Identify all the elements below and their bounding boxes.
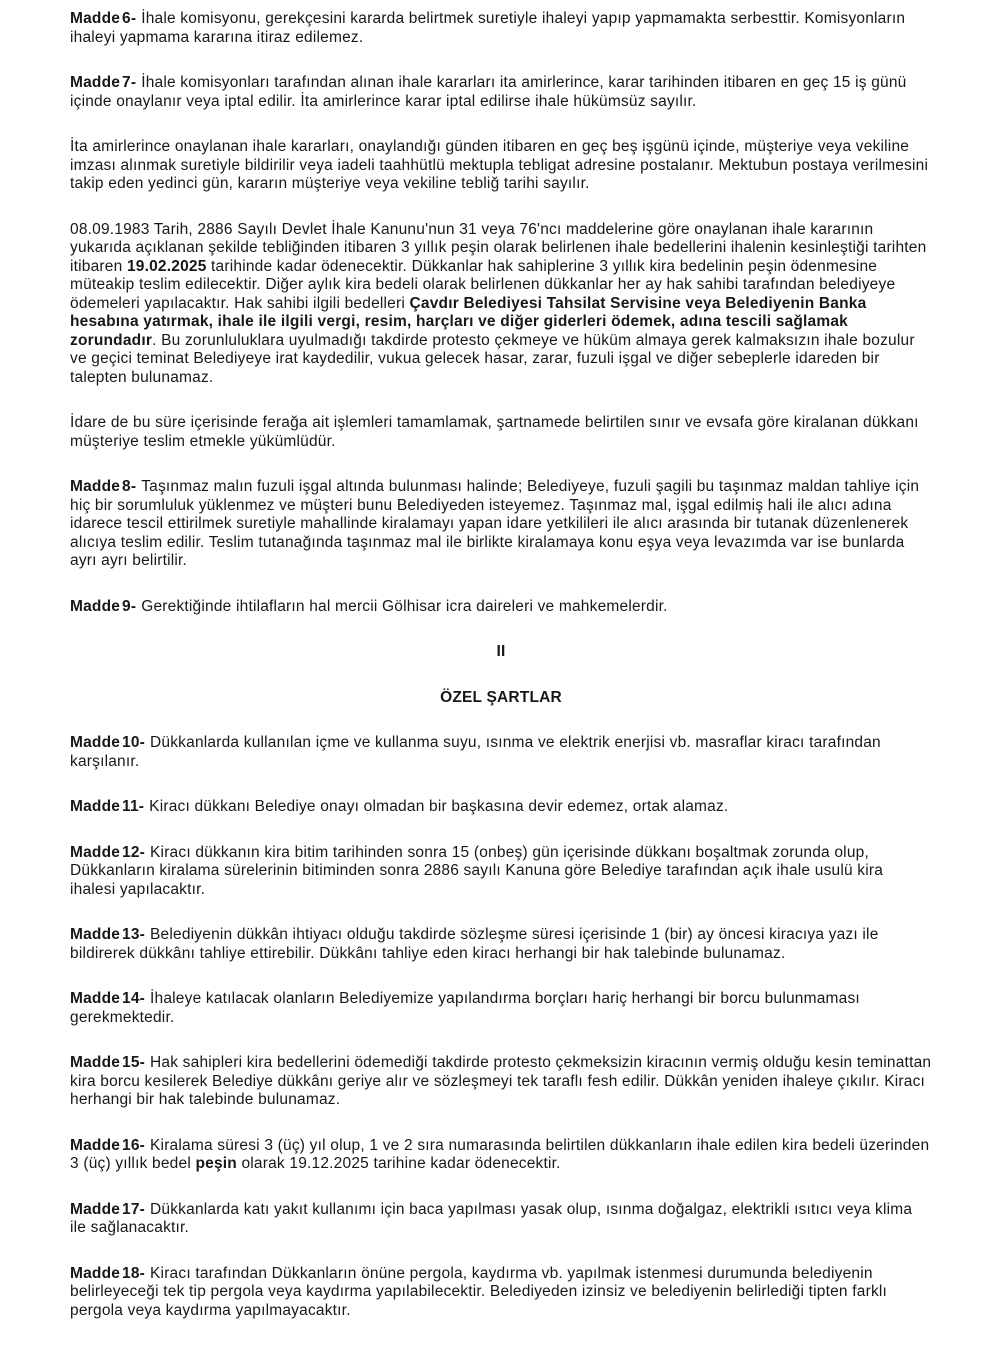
text-run: İdare de bu süre içerisinde ferağa ait işlemleri tamamlamak, şartnamede belirtilen sınır ve evsafa göre kiralanan dükkanı müşteriye teslim etmekle yükümlüdür. xyxy=(70,414,919,450)
article-number: 8- xyxy=(122,478,137,495)
text-run: Dükkanlarda kullanılan içme ve kullanma suyu, ısınma ve elektrik enerjisi vb. masraflar kiracı tarafından karşılanır. xyxy=(70,734,881,770)
article-label: Madde xyxy=(70,843,121,861)
article-paragraph xyxy=(70,1201,932,1238)
article-label: Madde xyxy=(70,734,121,751)
text-run: Kiralama süresi 3 (üç) yıl olup, 1 ve 2 sıra numarasında belirtilen dükkanların ihale edilen kira bedeli üzerinden 3 (üç) yıllık bedel xyxy=(70,1136,930,1172)
article-paragraph xyxy=(70,734,932,771)
article-number: 7- xyxy=(122,74,137,91)
text-run: tarihinde kadar ödenecektir. Dükkanlar hak sahiplerine 3 yıllık kira bedelinin peşin ödenmesine müteakip teslim edilecektir. Diğer aylık kira bedeli olarak belirlenen dükkanlar her ay hak sahibi tarafından belediyeye ödemeleri yapılacaktır. Hak sahibi ilgili bedelleri xyxy=(70,257,896,312)
article-label: Madde xyxy=(70,478,121,495)
article-paragraph xyxy=(70,844,932,900)
article-label: Madde xyxy=(70,990,121,1007)
article-paragraph xyxy=(70,990,932,1027)
article-label: Madde xyxy=(70,1054,121,1071)
bold-text-run: Çavdır Belediyesi Tahsilat Servisine veya Belediyenin Banka hesabına yatırmak, ihale ile ilgili vergi, resim, harçları ve diğer giderleri ödemek, adına tescili sağlamak zorundadır xyxy=(70,294,867,349)
bold-text-run: II xyxy=(496,643,506,660)
body-paragraph xyxy=(70,221,932,388)
article-paragraph xyxy=(70,10,932,47)
text-run: İhale komisyonları tarafından alınan ihale kararları ita amirlerince, karar tarihinden itibaren en geç 15 iş günü içinde onaylanır veya iptal edilir. İta amirlerince karar iptal edilirse ihale hükümsüz sayılır. xyxy=(70,74,907,110)
article-number: 17- xyxy=(122,1200,146,1218)
article-number: 14- xyxy=(122,990,146,1007)
section-heading xyxy=(70,689,932,708)
article-label: Madde xyxy=(70,597,121,615)
article-paragraph xyxy=(70,798,932,817)
text-run: İhaleye katılacak olanların Belediyemize yapılandırma borçları hariç herhangi bir borcu bulunmaması gerekmektedir. xyxy=(70,990,860,1026)
text-run: 08.09.1983 Tarih, 2886 Sayılı Devlet İhale Kanunu'nun 31 veya 76'ncı maddelerine göre onaylanan ihale kararının yukarıda açıklanan şekilde tebliğinden itibaren 3 yıllık peşin olarak belirlenen ihale bedellerini ihalenin kesinleştiği tarihten itibaren xyxy=(70,220,927,275)
article-paragraph xyxy=(70,1054,932,1110)
body-paragraph xyxy=(70,414,932,451)
text-run: Hak sahipleri kira bedellerini ödemediği takdirde protesto çekmeksizin kiracının vermiş olduğu kesin teminattan kira borcu kesilerek Belediye dükkânı geriye alır ve sözleşmeyi tek taraflı fesh edilir. Dükkân yeniden ihaleye çıkılır. Kiracı herhangi bir hak talebinde bulunamaz. xyxy=(70,1054,932,1108)
article-label: Madde xyxy=(70,1264,121,1282)
text-run: Gerektiğinde ihtilafların hal mercii Gölhisar icra daireleri ve mahkemelerdir. xyxy=(141,597,668,615)
text-run: Dükkanlarda katı yakıt kullanımı için baca yapılması yasak olup, ısınma doğalgaz, elektrikli ısıtıcı veya klima ile sağlanacaktır. xyxy=(70,1200,913,1236)
article-label: Madde xyxy=(70,926,121,943)
article-number: 18- xyxy=(122,1264,146,1282)
text-run: olarak 19.12.2025 tarihine kadar ödenecektir. xyxy=(236,1155,561,1172)
article-label: Madde xyxy=(70,1200,121,1218)
text-run: İhale komisyonu, gerekçesini kararda belirtmek suretiyle ihaleyi yapıp yapmamakta serbesttir. Komisyonların ihaleyi yapmama kararına itiraz edilemez. xyxy=(70,10,906,46)
article-number: 11- xyxy=(122,798,145,815)
article-paragraph xyxy=(70,74,932,111)
article-label: Madde xyxy=(70,798,121,815)
text-run: Taşınmaz malın fuzuli işgal altında bulunması halinde; Belediyeye, fuzuli şagili bu taşınmaz maldan tahliye için hiç bir sorumluluk yüklenmez ve müşteri bunu Belediyeden isteyemez. Taşınmaz mal, işgal edilmiş hali ile alıcı adına idarece tescil ettirilmek suretiyle mahallinde kiralamayı yapan idare yetkilileri ile alıcı arasında bir tutanak düzenlenerek alıcıya teslim edilir. Teslim tutanağında taşınmaz mal ile birlikte kiralamaya konu eşya veya levazımda var ise bunlarda ayrı ayrı belirtilir. xyxy=(70,478,920,569)
bold-text-run: ÖZEL ŞARTLAR xyxy=(440,688,562,706)
article-paragraph xyxy=(70,926,932,963)
text-run: İta amirlerince onaylanan ihale kararları, onaylandığı günden itibaren en geç beş işgünü içinde, müşteriye veya vekiline imzası alınmak suretiyle bildirilir veya iadeli taahhütlü mektupla tebligat adresine postalanır. Mektubun postaya verilmesini takip eden yedinci gün, kararın müşteriye veya vekiline tebliğ tarihi sayılır. xyxy=(70,138,929,192)
article-paragraph xyxy=(70,478,932,571)
article-label: Madde xyxy=(70,74,121,91)
article-label: Madde xyxy=(70,10,121,27)
article-number: 10- xyxy=(122,734,146,751)
text-run: . Bu zorunluluklara uyulmadığı takdirde protesto çekmeye ve hüküm almaya gerek kalmaksızın ihale bozulur ve geçici teminat Belediyeye irat kaydedilir, vukua gelecek hasar, zarar, fuzuli işgal ve diğer sebeplerle idareden bir talepten bulunamaz. xyxy=(70,331,915,386)
bold-text-run: peşin xyxy=(195,1155,237,1172)
article-label: Madde xyxy=(70,1136,121,1154)
article-number: 15- xyxy=(122,1054,146,1071)
article-paragraph xyxy=(70,1265,932,1321)
bold-text-run: 19.02.2025 xyxy=(126,257,207,275)
article-paragraph xyxy=(70,1137,932,1174)
text-run: Kiracı dükkanı Belediye onayı olmadan bir başkasına devir edemez, ortak alamaz. xyxy=(149,798,729,815)
section-heading xyxy=(70,643,932,662)
article-number: 6- xyxy=(122,10,137,27)
text-run: Kiracı dükkanın kira bitim tarihinden sonra 15 (onbeş) gün içerisinde dükkanı boşaltmak zorunda olup, Dükkanların kiralama sürelerinin bitiminden sonra 2886 sayılı Kanuna göre Belediye tarafından açık ihale usulü kira ihalesi yapılacaktır. xyxy=(70,843,884,898)
article-number: 13- xyxy=(122,926,146,943)
article-number: 9- xyxy=(122,597,137,615)
document-body xyxy=(70,10,932,1320)
text-run: Belediyenin dükkân ihtiyacı olduğu takdirde sözleşme süresi içerisinde 1 (bir) ay öncesi kiracıya yazı ile bildirerek dükkânı tahliye ettirebilir. Dükkânı tahliye eden kiracı herhangi bir hak talebinde bulunamaz. xyxy=(70,926,879,962)
body-paragraph xyxy=(70,138,932,194)
text-run: Kiracı tarafından Dükkanların önüne pergola, kaydırma vb. yapılmak istenmesi durumunda belediyenin belirleyeceği tek tip pergola veya kaydırma yapılabilecektir. Belediyeden izinsiz ve belediyenin belirlediği tipten farklı pergola veya kaydırma yapılmayacaktır. xyxy=(70,1264,888,1319)
article-number: 16- xyxy=(122,1136,146,1154)
article-paragraph xyxy=(70,598,932,617)
article-number: 12- xyxy=(122,843,146,861)
